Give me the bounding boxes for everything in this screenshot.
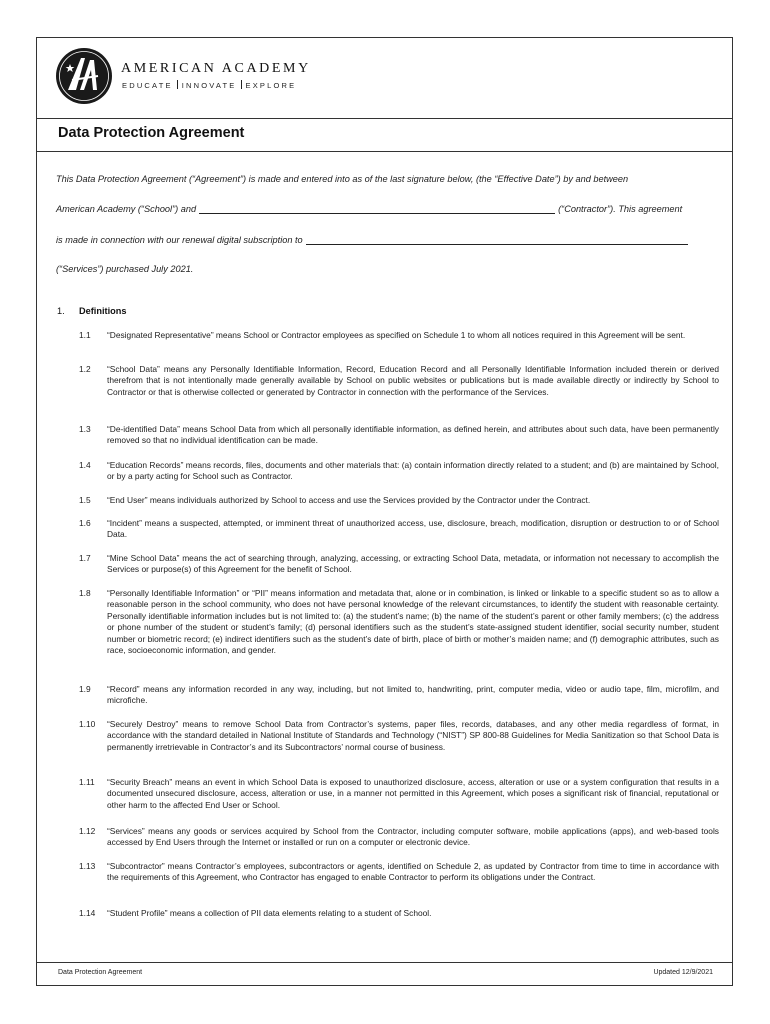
definition-number: 1.6: [79, 518, 91, 528]
definition-text: “School Data” means any Personally Identifiable Information, Record, Education Record and all Personally Identifiable Information included therein or derived therefrom that is not intentionally made generally available by School on public websites or publications but is made available directly or indirectly by School to Contractor or that is otherwise collected or generated by Contractor in connection with the performance of the Services.: [107, 364, 719, 397]
definition-number: 1.8: [79, 588, 91, 598]
definition-text: “Services” means any goods or services acquired by School from the Contractor, including computer software, mobile applications (apps), and web-based tools accessed by End Users through the Internet or installed or run on a computer or electronic device.: [107, 826, 719, 848]
footer-document-name: Data Protection Agreement: [58, 969, 143, 976]
intro-line-1: [56, 174, 628, 184]
definition-number: 1.11: [79, 777, 95, 787]
tagline-explore: EXPLORE: [245, 81, 297, 90]
contractor-name-field[interactable]: [199, 203, 555, 214]
definition-item: [79, 518, 719, 541]
definition-item: [79, 330, 719, 341]
definition-item: [79, 684, 719, 707]
brand-name: AMERICAN ACADEMY: [121, 61, 311, 76]
definition-text: “Education Records” means records, files, documents and other materials that: (a) contain information directly related to a student; and (b) are maintained by School, or by a party acting for School such as Contractor.: [107, 460, 719, 482]
definition-item: [79, 826, 719, 849]
definition-text: “Securely Destroy” means to remove School Data from Contractor’s systems, paper files, records, databases, and any other media regardless of format, in accordance with the standard detailed in National Institute of Standards and Technology (“NIST”) SP 800-88 Guidelines for Media Sanitization so that School Data is permanently irretrievable in Contractor’s and its Subcontractors’ normal course of business.: [107, 719, 719, 752]
title-divider-top: [36, 118, 733, 119]
definition-item: [79, 460, 719, 483]
intro-line-3: [56, 234, 691, 245]
definition-item: [79, 553, 719, 576]
definition-item: [79, 495, 719, 506]
definition-text: “End User” means individuals authorized by School to access and use the Services provided by the Contractor under the Contract.: [107, 495, 591, 505]
definition-number: 1.2: [79, 364, 91, 374]
definition-text: “Designated Representative” means School or Contractor employees as specified on Schedule 1 to whom all notices required in this Agreement will be sent.: [107, 330, 686, 340]
definition-item: [79, 364, 719, 398]
tagline-educate: EDUCATE: [122, 81, 173, 90]
definition-number: 1.4: [79, 460, 91, 470]
brand-tagline: [122, 80, 296, 90]
tagline-innovate: INNOVATE: [181, 81, 237, 90]
section-number: 1.: [57, 306, 65, 316]
definition-text: “Personally Identifiable Information” or “PII” means information and metadata that, alone or in combination, is linked or linkable to a specific student so as to allow a reasonable person in the school community, who does not have personal knowledge of the relevant circumstances, to identify the student with reasonable certainty. Personally identifiable information includes but is not limited to: (a) the student’s name; (b) the name of the student’s parent or other family members; (c) the address or phone number of the student or student’s family; (d) personal identifiers such as the student’s state-assigned student identifier, social security number, student number or biometric record; (e) indirect identifiers such as the student’s date of birth, place of birth or mother’s maiden name; and (f) demographic attributes, such as race, socioeconomic information, and gender.: [107, 588, 719, 656]
definition-text: “Security Breach” means an event in which School Data is exposed to unauthorized disclosure, access, alteration or use or a system configuration that results in a documented unsecured disclosure, access, alteration or use, in a manner not permitted in this Agreement, which poses a significant risk of financial, reputational or other harm to the affected End User or School.: [107, 777, 719, 810]
intro-text-1: This Data Protection Agreement (“Agreement”) is made and entered into as of the last signature below, (the “Effective Date”) by and between: [56, 174, 629, 184]
definition-number: 1.14: [79, 908, 96, 918]
definition-number: 1.5: [79, 495, 91, 505]
definition-text: “Mine School Data” means the act of searching through, analyzing, accessing, or extracting School Data, metadata, or information not necessary to accomplish the Services or purpose(s) of this Agreement for the benefit of School.: [107, 553, 719, 575]
definition-number: 1.12: [79, 826, 96, 836]
definition-number: 1.7: [79, 553, 91, 563]
definition-item: [79, 719, 719, 753]
intro-text-3-start: is made in connection with our renewal digital subscription to: [56, 235, 303, 245]
definition-text: “Student Profile” means a collection of PII data elements relating to a student of School.: [107, 908, 432, 918]
definition-number: 1.13: [79, 861, 96, 871]
definition-number: 1.10: [79, 719, 96, 729]
tagline-separator: [177, 80, 178, 89]
footer-divider: [36, 962, 733, 963]
tagline-separator: [241, 80, 242, 89]
section-heading: Definitions: [79, 306, 127, 316]
definition-number: 1.9: [79, 684, 91, 694]
footer-updated-date: Updated 12/9/2021: [653, 969, 713, 976]
intro-text-4: (“Services”) purchased July 2021.: [56, 264, 194, 274]
definition-number: 1.1: [79, 330, 91, 340]
definition-text: “Subcontractor” means Contractor’s employees, subcontractors or agents, identified on Schedule 2, as updated by Contractor from time to time in accordance with the requirements of this Agreement, who Contractor has engaged to enable Contractor to perform its obligations under the Contract.: [107, 861, 719, 883]
intro-text-2-end: (“Contractor”). This agreement: [558, 204, 683, 214]
definition-text: “De-identified Data” means School Data from which all personally identifiable information, as defined herein, and attributes about such data, have been permanently removed so that no individual identification can be made.: [107, 424, 719, 446]
american-academy-logo: [54, 46, 114, 106]
digital-subscription-field[interactable]: [306, 234, 688, 245]
definition-item: [79, 777, 719, 811]
document-title: Data Protection Agreement: [58, 125, 245, 141]
intro-line-4: [56, 264, 193, 274]
definition-item: [79, 908, 719, 919]
definition-item: [79, 424, 719, 447]
definition-text: “Incident” means a suspected, attempted, or imminent threat of unauthorized access, use, disclosure, breach, modification, disruption or destruction to or of School Data.: [107, 518, 719, 540]
definition-item: [79, 861, 719, 884]
title-divider-bottom: [36, 151, 733, 152]
definition-item: [79, 588, 719, 656]
intro-line-2: [56, 203, 682, 214]
definition-text: “Record” means any information recorded in any way, including, but not limited to, handwriting, print, computer media, video or audio tape, film, microfilm, and microfiche.: [107, 684, 719, 706]
intro-text-2-start: American Academy (“School”) and: [56, 204, 197, 214]
definition-number: 1.3: [79, 424, 91, 434]
